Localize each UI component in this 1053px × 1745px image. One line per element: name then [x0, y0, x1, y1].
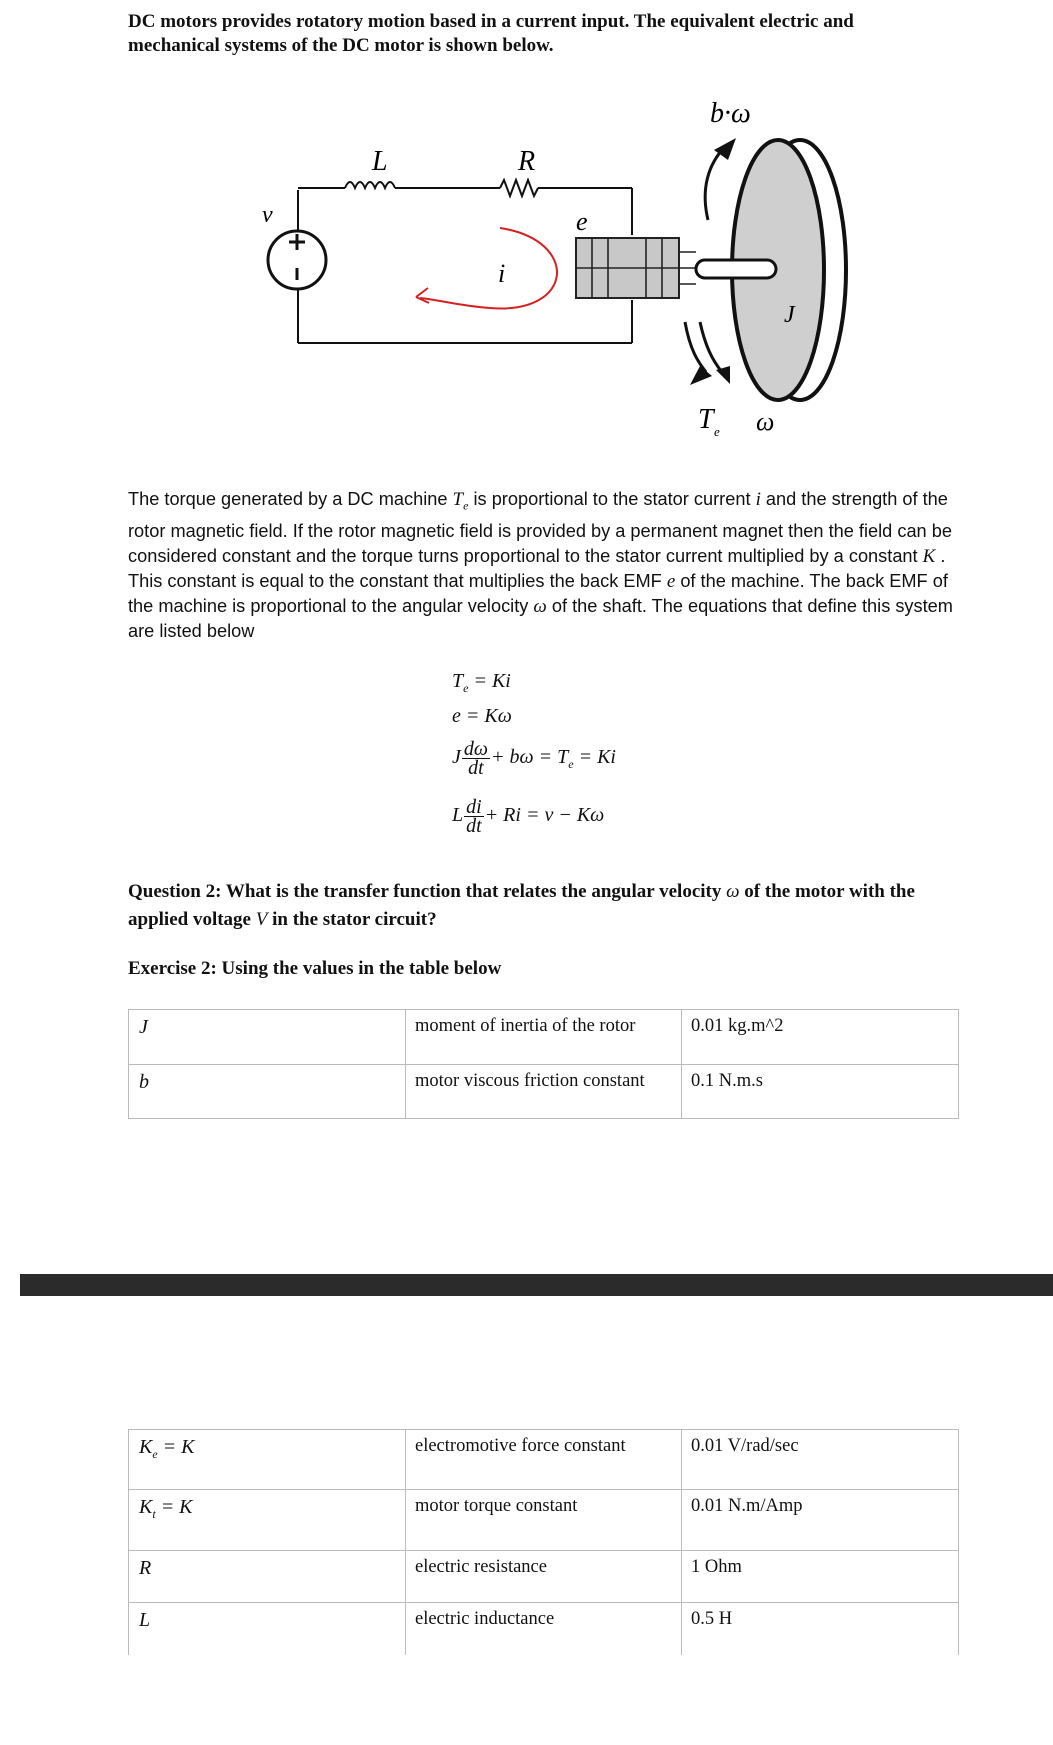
equation-mechanical: J $\frac{d\omega}{dt}$ + $b\omega = T_e = Ki$: [452, 738, 616, 779]
explanation-paragraph: The torque generated by a DC machine $T_e$ is proportional to the stator current i and the strength of the rotor magnetic field. If the rotor magnetic field is provided by a permanent magnet then the field can be considered constant and the torque turns proportional to the stator current multiplied by a constant K . This constant is equal to the constant that multiplies the back EMF e of the machine. The back EMF of the machine is proportional to the angular velocity ω of the shaft. The equations that define this system are listed below: [128, 489, 953, 641]
param-value: 0.5 H: [682, 1603, 959, 1655]
label-back-emf: e: [576, 207, 588, 236]
friction-arrow: [705, 150, 722, 220]
parameters-table-top: [128, 1009, 959, 1119]
table-row: [129, 1551, 959, 1603]
label-resistor: R: [518, 146, 536, 177]
param-symbol: J: [129, 1010, 406, 1065]
param-symbol: L: [129, 1603, 406, 1655]
label-angular-velocity: ω: [756, 407, 775, 436]
equation-torque: $T_e = Ki$: [452, 670, 511, 695]
table-row: [129, 1430, 959, 1490]
equation-electrical: L $\frac{di}{dt}$ + Ri = v − Kω: [452, 796, 605, 837]
param-value: 0.01 V/rad/sec: [682, 1430, 959, 1490]
label-torque: T: [698, 404, 714, 435]
table-row: [129, 1010, 959, 1065]
question-2: Question 2: What is the transfer function that relates the angular velocity ω of the motor with the applied voltage V in the stator circuit?: [128, 881, 915, 930]
inductor-symbol: [345, 182, 395, 188]
param-symbol: $K_t = K$: [129, 1490, 406, 1551]
param-description: electric inductance: [406, 1603, 682, 1655]
param-symbol: R: [129, 1551, 406, 1603]
label-inertia: J: [784, 302, 795, 328]
label-current: i: [498, 259, 506, 288]
label-inductor: L: [372, 146, 388, 177]
intro-text: DC motors provides rotatory motion based in a current input. The equivalent electric and mechanical systems of the DC motor is shown below.: [128, 11, 854, 56]
table-row: [129, 1603, 959, 1655]
param-value: 1 Ohm: [682, 1551, 959, 1603]
param-description: motor viscous friction constant: [406, 1065, 682, 1119]
param-description: electric resistance: [406, 1551, 682, 1603]
label-voltage: v: [262, 202, 273, 228]
equation-back-emf: e = Kω: [452, 705, 512, 727]
table-row: [129, 1490, 959, 1551]
param-symbol: $K_e = K$: [129, 1430, 406, 1490]
param-value: 0.1 N.m.s: [682, 1065, 959, 1119]
parameters-table-bottom: [128, 1429, 959, 1655]
param-description: motor torque constant: [406, 1490, 682, 1551]
param-value: 0.01 N.m/Amp: [682, 1490, 959, 1551]
label-torque-sub: e: [714, 424, 720, 439]
param-description: moment of inertia of the rotor: [406, 1010, 682, 1065]
dc-motor-diagram: [0, 0, 1053, 470]
exercise-2-heading: Exercise 2: Using the values in the table below: [128, 958, 502, 979]
param-description: electromotive force constant: [406, 1430, 682, 1490]
resistor-symbol: [500, 180, 538, 196]
torque-arrow: [700, 322, 722, 372]
param-value: 0.01 kg.m^2: [682, 1010, 959, 1065]
table-row: [129, 1065, 959, 1119]
current-loop-arrow: [420, 228, 557, 308]
label-friction: b·ω: [710, 98, 751, 129]
param-symbol: b: [129, 1065, 406, 1119]
separator-bar: [20, 1274, 1053, 1296]
